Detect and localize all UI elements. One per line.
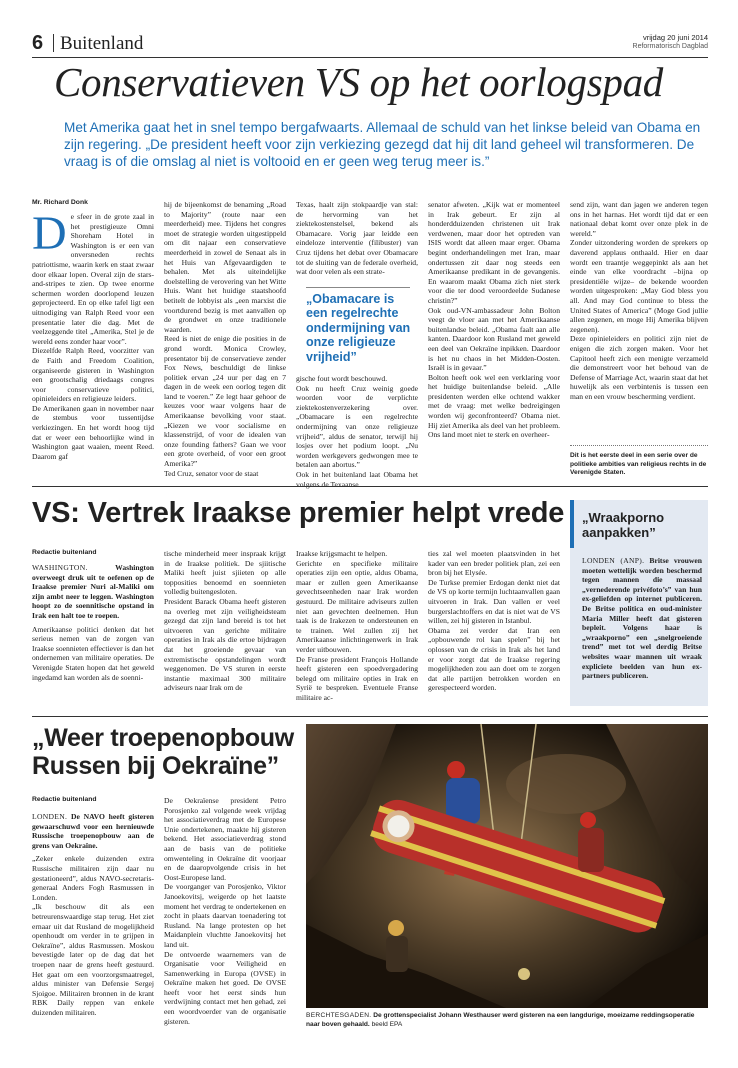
article3-col1-text: „Zeker enkele duizenden extra Russische militairen zijn daar nu gestationeerd”, aldus NAVO-secretaris-generaal Anders Fogh Rasmussen in Londen. „Ik beschouw dit als een betreurenswaardige stap terug. Het ziet ernaar uit dat Rusland de mogelijkheid openhoudt om verder in te grijpen in Oekraïne”, aldus Rasmussen. Moskou bevestigde later op de dag dat het troepen naar de grens heeft gestuurd. Het gaat om een voorzorgsmaatregel, aldus minister van Defensie Sergej Sjoigoe. Militairen bronnen in de krant RBK Daily reppen van enkele duizenden militairen. — [32, 854, 154, 1017]
series-note-rule — [570, 445, 708, 446]
dropcap-letter: D — [32, 207, 67, 260]
page-header — [32, 30, 708, 56]
article2-col2: tische minderheid meer inspraak krijgt in de Iraakse politiek. De sjiitische Maliki heeft juist sjiieten op alle topposities benoemd en soennieten volledig buitengesloten. President Barack Obama heeft gisteren na overleg met zijn veiligheidsteam gezegd dat zijn land bereid is tot het uitvoeren van gerichte militaire operaties in Irak als die ertoe bijdragen dat het groeiende gevaar van extremistische opstandelingen wordt weggenomen. De VS sturen in eerste instantie maximaal 300 militaire adviseurs naar Irak om de — [164, 549, 286, 693]
article2-lead-para — [32, 563, 154, 621]
article1-headline: Conservatieven VS op het oorlogspad — [54, 59, 663, 105]
article1-col3a: Texas, haalt zijn stokpaardje van stal: de hervorming van het ziektekostenstelsel, bekend als Obamacare. Vorig jaar leidde een eindeloze interventie (filibuster) van Cruz tijdens het debat over Obamacare tot de sluiting van de federale overheid, wat door velen als een strate- — [296, 200, 418, 277]
page-number: 6 — [32, 32, 44, 54]
sidebar-dateline: LONDEN (ANP). — [582, 556, 645, 565]
section-title: Buitenland — [60, 33, 144, 54]
cave-rescue-illustration — [306, 724, 708, 1008]
article1-byline: Mr. Richard Donk — [32, 199, 88, 206]
article1-col5: send zijn, want dan jagen we anderen tegen ons in het harnas. Het wordt tijd dat er een nationaal debat komt over onze plek in de wereld.” Zonder uitzondering worden de sprekers op daverend applaus onthaald. Hier en daar wordt een traantje weggepinkt als aan het einde van elke voordracht –bijna op presidentiële wijze– de bekende woorden worden uitgesproken: „May God bless you all. And may God continue to bless the United States of America” (Moge God jullie allen zegenen, en moge Hij Amerika blijven zegenen). Deze opinieleiders en politici zijn niet de enigen die zich zorgen maken. Voor het Capitool heeft zich een menigte verzameld die demonstreert voor het behoud van de Defense of Marriage Act, waarin staat dat het huwelijk als een verbintenis is tussen een man en een vrouw bescherming verdient. — [570, 200, 708, 401]
article3-col1 — [32, 812, 154, 1038]
sidebar-headline: „Wraakporno aanpakken” — [582, 510, 665, 540]
series-note: Dit is het eerste deel in een serie over de politieke ambities van religieus rechts in de Verenigde Staten. — [570, 452, 707, 477]
article3-lead-para — [32, 812, 154, 850]
caption-text: De grottenspecialist Johann Westhauser werd gisteren na een langdurige, moeizame reddingsoperatie naar boven gehaald. — [306, 1012, 695, 1028]
sidebar-accent-bar — [570, 500, 574, 548]
article1-pullquote: „Obamacare is een regelrechte ondermijning van onze religieuze vrijheid” — [306, 292, 411, 364]
sidebar-body — [582, 556, 702, 702]
sidebar-box — [570, 500, 708, 706]
article3-col2: De Oekraïense president Petro Porosjenko zal volgende week vrijdag het associatieverdrag met de Europese Unie ondertekenen, maakte hij gisteren bekend. Het associatieverdrag stond aan de basis van de politieke omwenteling in Oekraïne dit voorjaar en de daaropvolgende crisis in het Oost-Europese land. De voorganger van Porosjenko, Viktor Janoekovitsj, weigerde op het laatste moment het verdrag te ondertekenen en zocht in plaats daarvan toenadering tot Rusland. Na lange protesten op het Maidanplein vluchtte Janoekovitsj het land uit. De ontvoerde waarnemers van de Organisatie voor Veiligheid en Samenwerking in Europa (OVSE) in Oekraïne maken het goed. De OVSE heeft voor het eerst sinds hun verdwijning contact met hen gehad, zei een woordvoerder van de organisatie gisteren. — [164, 796, 286, 1026]
article2-byline: Redactie buitenland — [32, 549, 97, 556]
article1-col2: hij de bijeenkomst de benaming „Road to Majority” (route naar een meerderheid) mee. Tijdens het congres moet de strategie worden uitgestippeld om dit najaar een conservatieve meerderheid in zowel de Senaat als in het Huis van Afgevaardigden te behalen. Met als uiteindelijke doelstelling de verovering van het Witte Huis. Want het huidige staatshoofd betitelt de lobbyist als „een marxist die voortdurend bezig is met aanvallen op de grondwet en onze traditionele waarden. Reed is niet de enige die posities in de grond wordt. Monica Crowley, presentator bij de conservatieve zender Fox News, beschuldigt de linkse politiek ervan „24 uur per dag en 7 dagen in de week een oorlog tegen dit land te voeren.” Ze legt haar gehoor de keuzes voor waar volgens haar de Amerikaanse bevolking voor staat. „Kiezen we voor socialisme en klassenstrijd, of voor de idealen van onze founding fathers? Gaan we voor een grote overheid, of voor een groot Amerika?” Ted Cruz, senator voor de staat — [164, 200, 286, 478]
article2-col1 — [32, 563, 154, 703]
header-paper: Reformatorisch Dagblad — [632, 43, 708, 50]
article1-intro: Met Amerika gaat het in snel tempo bergafwaarts. Allemaal de schuld van het linkse beleid van Obama en zijn regering. „De president heeft voor zijn verkiezing gezegd dat hij dit land geheel wil transformeren. De vraag is of die omslag al niet is voltooid en er geen weg terug meer is.” — [64, 120, 701, 169]
photo-credit: beeld EPA — [371, 1020, 403, 1028]
article3-dateline: LONDEN. — [32, 812, 68, 821]
cave-rescue-photo — [306, 724, 708, 1008]
article1-col1 — [32, 207, 154, 474]
caption-location: BERCHTESGADEN. — [306, 1012, 372, 1019]
article3-byline: Redactie buitenland — [32, 796, 97, 803]
article1-col3b: gische fout wordt beschouwd. Ook nu heeft Cruz weinig goede woorden voor de verplichte ziektekostenverzekering over. „Obamacare is een regelrechte ondermijning van onze religieuze vrijheid”, aldus de senator, terwijl hij losjes over het podium loopt. „Nu worden werkgevers gedwongen mee te betalen aan abortus.” Ook in het buitenland laat Obama het volgens de Texaanse — [296, 374, 418, 489]
article1-col4: senator afweten. „Kijk wat er momenteel in Irak gebeurt. Er zijn al honderdduizenden christenen uit Irak verdwenen, maar door het optreden van ISIS wordt dat alleen maar erger. Obama begint onderhandelingen met Iran, maar ondertussen zit daar nog steeds een Amerikaanse predikant in de gevangenis. En waarom maakt Obama zich niet sterk voor die ter dood veroordeelde Sudanese christin?” Ook oud-VN-ambassadeur John Bolton veegt de vloer aan met het Amerikaanse buitenlandse beleid. „Obama faalt aan alle kanten. Daardoor kon Rusland met geweld een deel van Oekraïne inpikken. Daardoor is het nu chaos in het Midden-Oosten. Israël is in gevaar.” Bolton heeft ook wel een verklaring voor het huidige buitenlandse beleid. „Alle presidenten werden elke ochtend wakker met de vraag: met welke bedreigingen worden wij geconfronteerd? Obama niet. Hij ziet Amerika als deel van het probleem. Ons land moet niet te sterk en overheer- — [428, 200, 561, 440]
article2-lead: Washington overweegt druk uit te oefenen op de Iraakse premier Nuri al-Maliki om zijn ambt neer te leggen. Washington hoopt zo de soennitische opstand in Irak een halt toe te roepen. — [32, 563, 154, 620]
article2-headline: VS: Vertrek Iraakse premier helpt vrede — [32, 497, 565, 529]
article3-headline: „Weer troepenopbouw Russen bij Oekraïne” — [32, 724, 294, 780]
photo-caption — [306, 1012, 708, 1029]
header-divider — [53, 34, 54, 52]
article2-col3: Iraakse krijgsmacht te helpen. Gerichte en specifieke militaire operaties zijn een optie, aldus Obama, maar er zullen geen Amerikaanse gevechtseenheden naar Irak worden gestuurd. De militaire adviseurs zullen niet aan gevechten deelnemen. Hun taak is de Irakezen te ondersteunen en te trainen. Wel zullen zij het Amerikaanse inlichtingenwerk in Irak verder uitbouwen. De Franse president François Hollande heeft gisteren een spoedvergadering belegd om militaire opties in Irak en Syrië te bespreken. Eventuele Franse militaire ac- — [296, 549, 418, 702]
article2-col4: ties zal wel moeten plaatsvinden in het kader van een breder politiek plan, zei een bron bij het Elysée. De Turkse premier Erdogan denkt niet dat de VS op korte termijn luchtaanvallen gaan uitvoeren in Irak. Dan vallen er veel burgerslachtoffers en dat is niet wat de VS willen, zei hij gisteren in Istanbul. Obama zei verder dat Iran een „opbouwende rol kan spelen” bij het oplossen van de crisis in Irak als het land er voor zorgt dat de Iraakse regering mogelijkheden zou aan doet om te zorgen dat alle partijen betrokken worden en gerespecteerd worden. — [428, 549, 560, 693]
section-rule-2 — [32, 716, 708, 717]
article2-col1-text: Amerikaanse politici denken dat het serieus nemen van de zorgen van Iraakse soennieten effectiever is dan het ondernemen van militaire operaties. De Verenigde Staten hopen dat het geweld ingedamd kan worden als de soenni- — [32, 624, 154, 682]
sidebar-text: Britse vrouwen moeten wettelijk worden beschermd tegen mannen die massaal „vernederende privéfoto’s” van hun ex-geliefden op internet publiceren. De Britse politica en oud-minister Maria Miller heeft dat gisteren bepleit. Volgens haar is „wraakporno” een „snelgroeiende trend” met tot wel derdig Britse websites waar mannen uit wraak expliciete beelden van hun ex-partners publiceren. — [582, 556, 702, 681]
pullquote-rule — [306, 287, 410, 288]
header-date: vrijdag 20 juni 2014 — [642, 33, 708, 42]
article3-lead: De NAVO heeft gisteren gewaarschuwd voor een hernieuwde Russische troepenopbouw aan de grens van Oekraïne. — [32, 812, 154, 850]
article2-dateline: WASHINGTON. — [32, 563, 88, 572]
section-rule-1 — [32, 486, 708, 487]
article1-col1-text: e sfeer in de grote zaal in het prestigieuze Omni Shoreham Hotel in Washington is er een van onversneden rechts patriottisme, waarin kerk en staat zwaar door elkaar lopen. Overal zijn de stars-and-stripes te zien. Op twee enorme schermen worden doorlopend leuzen geprojecteerd. En op elke tafel ligt een uitnodiging van Ralph Reed voor een presentatie later die dag. Met de veelzeggende titel „Amerika, Stel je de wereld eens zonder haar voor”. Diezelfde Ralph Reed, voorzitter van de Faith and Freedom Coalition, organiseerde gisteren in Washington een grootschalig driedaags congres voor conservatieve politici, opinieleiders en religieuze leiders. De Amerikanen gaan in november naar de stembus voor tussentijdse verkiezingen. En het wordt hoog tijd dat er weer een behoorlijke wind in Washington gaat waaien, meent Reed. Daarom gaf — [32, 212, 154, 461]
